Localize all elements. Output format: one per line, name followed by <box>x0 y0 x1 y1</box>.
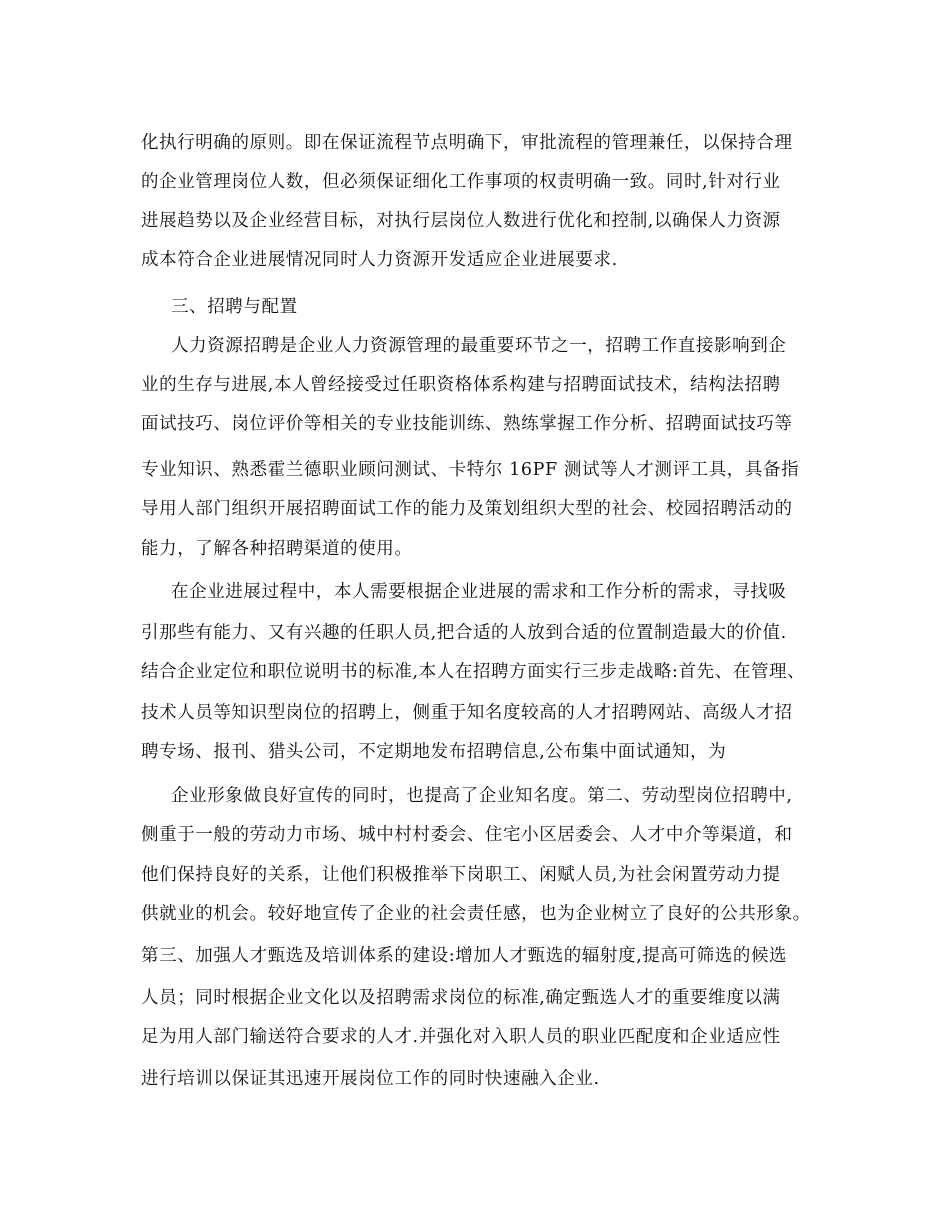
paragraph-line: 侧重于一般的劳动力市场、城中村村委会、住宅小区居委会、人才中介等渠道，和 <box>141 825 793 845</box>
paragraph-line: 聘专场、报刊、猎头公司，不定期地发布招聘信息,公布集中面试通知，为 <box>141 742 727 762</box>
paragraph-line: 在企业进展过程中，本人需要根据企业进展的需求和工作分析的需求，寻找吸 <box>171 582 787 602</box>
paragraph-line: 的企业管理岗位人数，但必须保证细化工作事项的权责明确一致。同时,针对行业 <box>141 172 781 192</box>
paragraph-line: 专业知识、熟悉霍兰德职业顾问测试、卡特尔 16PF 测试等人才测评工具，具备指 <box>141 460 800 480</box>
paragraph-line: 化执行明确的原则。即在保证流程节点明确下，审批流程的管理兼任，以保持合理 <box>141 133 793 153</box>
paragraph-line: 第三、加强人才甄选及培训体系的建设:增加人才甄选的辐射度,提高可筛选的候选 <box>141 946 788 966</box>
paragraph-line: 面试技巧、岗位评价等相关的专业技能训练、熟练掌握工作分析、招聘面试技巧等 <box>141 414 793 434</box>
paragraph-line: 人力资源招聘是企业人力资源管理的最重要环节之一，招聘工作直接影响到企 <box>171 336 787 356</box>
paragraph-line: 能力，了解各种招聘渠道的使用。 <box>141 539 413 559</box>
paragraph-line: 技术人员等知识型岗位的招聘上，侧重于知名度较高的人才招聘网站、高级人才招 <box>141 703 793 723</box>
paragraph-line: 成本符合企业进展情况同时人力资源开发适应企业进展要求. <box>141 250 618 270</box>
paragraph-line: 他们保持良好的关系，让他们积极推举下岗职工、闲赋人员,为社会闲置劳动力提 <box>141 865 781 885</box>
paragraph-line: 进展趋势以及企业经营目标，对执行层岗位人数进行优化和控制,以确保人力资源 <box>141 211 781 231</box>
paragraph-line: 进行培训以保证其迅速开展岗位工作的同时快速融入企业. <box>141 1069 600 1089</box>
paragraph-line: 导用人部门组织开展招聘面试工作的能力及策划组织大型的社会、校园招聘活动的 <box>141 499 793 519</box>
paragraph-line: 供就业的机会。较好地宣传了企业的社会责任感，也为企业树立了良好的公共形象。 <box>141 904 811 924</box>
paragraph-line: 足为用人部门输送符合要求的人才.并强化对入职人员的职业匹配度和企业适应性 <box>141 1027 781 1047</box>
paragraph-line: 人员；同时根据企业文化以及招聘需求岗位的标准,确定甄选人才的重要维度以满 <box>141 988 781 1008</box>
paragraph-line: 业的生存与进展,本人曾经接受过任职资格体系构建与招聘面试技术，结构法招聘 <box>141 375 781 395</box>
section-heading: 三、招聘与配置 <box>171 297 298 317</box>
paragraph-line: 结合企业定位和职位说明书的标准,本人在招聘方面实行三步走战略:首先、在管理、 <box>141 662 806 682</box>
paragraph-line: 企业形象做良好宣传的同时，也提高了企业知名度。第二、劳动型岗位招聘中, <box>171 786 793 806</box>
paragraph-line: 引那些有能力、又有兴趣的任职人员,把合适的人放到合适的位置制造最大的价值. <box>141 623 787 643</box>
